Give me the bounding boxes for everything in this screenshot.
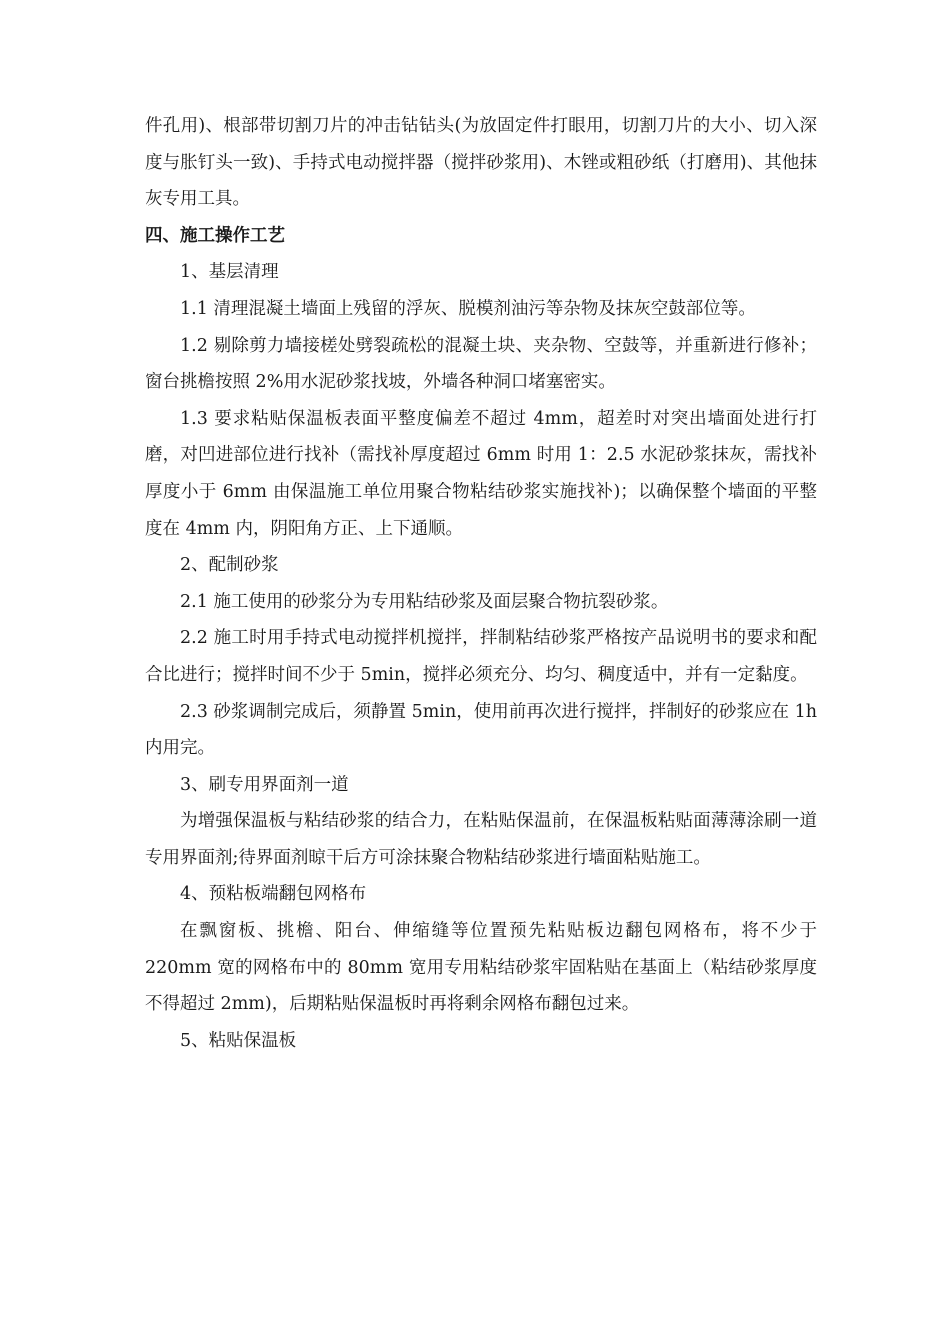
subsection-mortar-preparation: 2、配制砂浆 (180, 555, 279, 576)
paragraph-1-2: 1.2 剔除剪力墙接槎处劈裂疏松的混凝土块、夹杂物、空鼓等，并重新进行修补；窗台挑檐按照 2%用水泥砂浆找坡，外墙各种洞口堵塞密实。 (145, 335, 817, 393)
paragraph-2-1: 2.1 施工使用的砂浆分为专用粘结砂浆及面层聚合物抗裂砂浆。 (180, 591, 669, 612)
subsection-base-cleaning: 1、基层清理 (180, 262, 279, 283)
paragraph-tools-continued: 件孔用)、根部带切割刀片的冲击钻钻头(为放固定件打眼用，切割刀片的大小、切入深度与胀钉头一致)、手持式电动搅拌器（搅拌砂浆用)、木锉或粗砂纸（打磨用)、其他抹灰专用工具。 (145, 116, 817, 210)
subsection-board-bonding: 5、粘贴保温板 (180, 1030, 297, 1051)
paragraph-1-3: 1.3 要求粘贴保温板表面平整度偏差不超过 4mm，超差时对突出墙面处进行打磨，对凹进部位进行找补（需找补厚度超过 6mm 时用 1：2.5 水泥砂浆抹灰，需找补厚度小于 6mm 由保温施工单位用聚合物粘结砂浆实施找补)；以确保整个墙面的平整度在 4mm 内，阴阳角方正、上下通顺。 (145, 408, 817, 539)
paragraph-2-2: 2.2 施工时用手持式电动搅拌机搅拌，拌制粘结砂浆严格按产品说明书的要求和配合比进行；搅拌时间不少于 5min，搅拌必须充分、均匀、稠度适中，并有一定黏度。 (145, 628, 817, 685)
paragraph-2-3: 2.3 砂浆调制完成后，须静置 5min，使用前再次进行搅拌，拌制好的砂浆应在 1h 内用完。 (145, 701, 817, 759)
subsection-interface-agent: 3、刷专用界面剂一道 (180, 774, 349, 795)
section-heading-construction-process: 四、施工操作工艺 (145, 225, 285, 246)
paragraph-3-body: 为增强保温板与粘结砂浆的结合力，在粘贴保温前，在保温板粘贴面薄薄涂刷一道专用界面剂;待界面剂晾干后方可涂抹聚合物粘结砂浆进行墙面粘贴施工。 (145, 811, 817, 868)
document-body (145, 108, 817, 1059)
paragraph-1-1: 1.1 清理混凝土墙面上残留的浮灰、脱模剂油污等杂物及抹灰空鼓部位等。 (180, 298, 756, 319)
paragraph-4-body: 在飘窗板、挑檐、阳台、伸缩缝等位置预先粘贴板边翻包网格布，将不少于220mm 宽的网格布中的 80mm 宽用专用粘结砂浆牢固粘贴在基面上（粘结砂浆厚度不得超过 2mm)，后期粘贴保温板时再将剩余网格布翻包过来。 (145, 921, 817, 1015)
subsection-mesh-wrapping: 4、预粘板端翻包网格布 (180, 884, 367, 905)
